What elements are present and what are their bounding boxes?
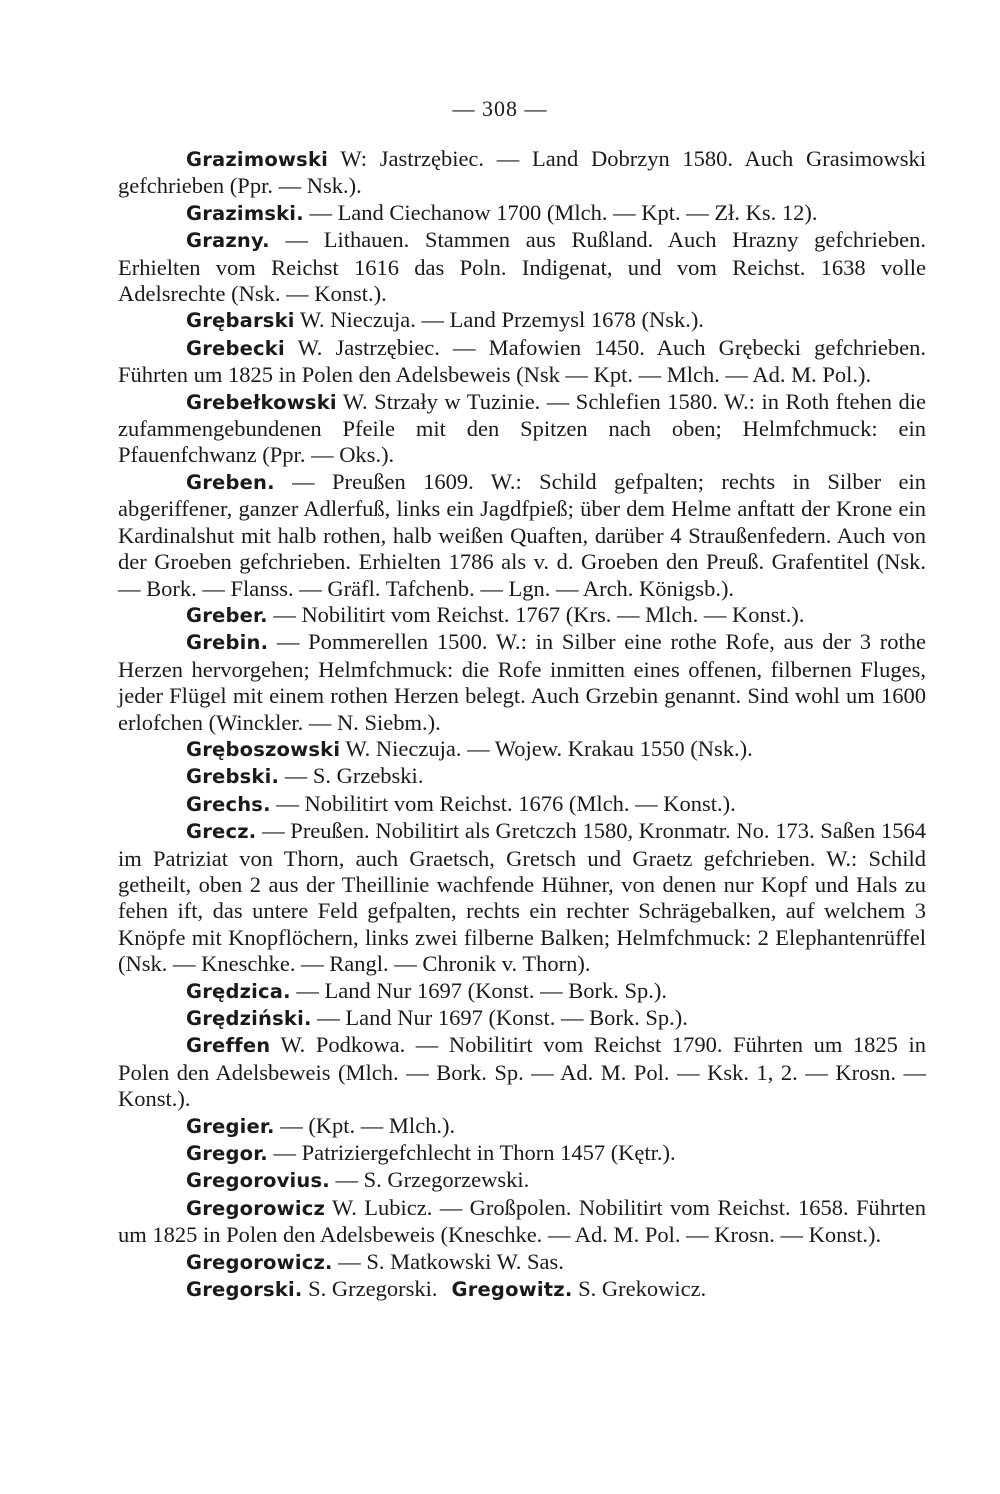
entry-text: — S. Matkowski W. Sas. (332, 1248, 564, 1274)
dictionary-entry (118, 335, 926, 389)
entry-text: W. Podkowa. — Nobilitirt vom Reichst 1790. Führten um 1825 in Polen den Adelsbeweis (Mlch. — Bork. Sp. — Ad. M. Pol. — Ksk. 1, 2. — Krosn. — Konst.). (118, 1032, 926, 1112)
entry-headword: Gręboszowski (186, 737, 341, 761)
dictionary-entry (118, 629, 926, 736)
entry-headword: Grebski. (186, 765, 280, 789)
entry-headword: Gregier. (186, 1114, 275, 1138)
entry-headword: Gregorowicz (186, 1196, 326, 1220)
dictionary-entry (118, 389, 926, 469)
dictionary-entry (118, 1113, 926, 1140)
dictionary-entry (118, 763, 926, 790)
entry-text: — Land Nur 1697 (Konst. — Bork. Sp.). (311, 1005, 688, 1030)
dictionary-entry (118, 736, 926, 763)
dictionary-entry (118, 791, 926, 818)
dictionary-entry (118, 1032, 926, 1112)
dictionary-entry (118, 1005, 926, 1032)
dictionary-entry (118, 469, 926, 602)
entry-headword: Grebecki (186, 336, 285, 360)
entry-text: — Pommerellen 1500. W.: in Silber eine rothe Rofe, aus der 3 rothe Herzen hervorgehen; Helmfchmuck: die Rofe inmitten eines offenen, filbernen Fluges, jeder Flügel mit einem rothen Herzen belegt. Auch Grzebin genannt. Sind wohl um 1600 erlofchen (Winckler. — N. Siebm.). (118, 629, 926, 735)
entry-headword: Gregowitz. (451, 1278, 573, 1302)
dictionary-entry (118, 200, 926, 227)
dictionary-entry (118, 307, 926, 334)
entry-headword: Grazimski. (186, 201, 304, 225)
dictionary-entry (118, 978, 926, 1005)
dictionary-entry (118, 1167, 926, 1194)
entry-text: — S. Grzegorzewski. (329, 1167, 530, 1193)
dictionary-entry (118, 602, 926, 629)
entry-text: W. Strzały w Tuzinie. — Schlefien 1580. W.: in Roth ftehen die zufammengebundenen Pfeile mit den Spitzen nach oben; Helmfchmuck: ein Pfauenfchwanz (Ppr. — Oks.). (118, 388, 926, 468)
entry-text: — Preußen 1609. W.: Schild gefpalten; rechts in Silber ein abgeriffener, ganzer Adlerfuß, links ein Jagdfpieß; über dem Helme anftatt der Krone ein Kardinalshut mit halb rothen, halb weißen Quaften, darüber 4 Straußenfedern. Auch von der Groeben gefchrieben. Erhielten 1786 als v. d. Groeben den Preuß. Grafentitel (Nsk. — Bork. — Flanss. — Gräfl. Tafchenb. — Lgn. — Arch. Königsb.). (118, 468, 926, 601)
entry-headword: Grębarski (186, 309, 295, 333)
entry-headword: Gregorovius. (186, 1169, 330, 1193)
entry-headword: Grazny. (186, 229, 270, 253)
dictionary-entry (118, 1140, 926, 1167)
dictionary-entry (118, 227, 926, 307)
entry-text: W. Lubicz. — Großpolen. Nobilitirt vom Reichst. 1658. Führten um 1825 in Polen den Adelsbeweis (Kneschke. — Ad. M. Pol. — Krosn. — Konst.). (118, 1194, 926, 1248)
entry-headword: Grędzica. (186, 979, 291, 1003)
entry-list (118, 146, 926, 1303)
entry-headword: Grebin. (186, 631, 269, 655)
entry-text: — Preußen. Nobilitirt als Gretczch 1580, Kronmatr. No. 173. Saßen 1564 im Patriziat von Thorn, auch Graetsch, Gretsch und Graetz gefchrieben. W.: Schild getheilt, oben 2 aus der Theillinie wachfende Hühner, von denen nur Kopf und Hals zu fehen ift, das untere Feld gefpalten, rechts ein rechter Schrägebalken, auf welchem 3 Knöpfe mit Knopflöchern, links zwei filberne Balken; Helmfchmuck: 2 Elephantenrüffel (Nsk. — Kneschke. — Rangl. — Chronik v. Thorn). (118, 818, 926, 977)
entry-text: W: Jastrzębiec. — Land Dobrzyn 1580. Auch Grasimowski gefchrieben (Ppr. — Nsk.). (118, 146, 926, 199)
entry-headword: Grechs. (186, 792, 271, 816)
dictionary-entry (118, 146, 926, 200)
entry-text: — Nobilitirt vom Reichst. 1676 (Mlch. — Konst.). (270, 790, 736, 816)
entry-text: — Lithauen. Stammen aus Rußland. Auch Hrazny gefchrieben. Erhielten vom Reichst 1616 das Poln. Indigenat, und vom Reichst. 1638 volle Adelsrechte (Nsk. — Konst.). (118, 227, 926, 307)
dictionary-entry-pair (118, 1276, 926, 1303)
entry-text: W. Nieczuja. — Land Przemysl 1678 (Nsk.). (294, 307, 704, 333)
entry-headword: Gregor. (186, 1142, 268, 1166)
entry-text: W. Jastrzębiec. — Mafowien 1450. Auch Grębecki gefchrieben. Führten um 1825 in Polen den Adelsbeweis (Nsk — Kpt. — Mlch. — Ad. M. Pol.). (118, 334, 926, 388)
entry-text: — Land Nur 1697 (Konst. — Bork. Sp.). (290, 977, 667, 1003)
page-number: — 308 — (452, 96, 548, 121)
entry-headword: Greffen (186, 1034, 271, 1058)
entry-text: S. Grzegorski. (302, 1276, 438, 1302)
entry-text: — Land Ciechanow 1700 (Mlch. — Kpt. — Zł. Ks. 12). (303, 199, 818, 225)
entry-headword: Grecz. (186, 820, 257, 844)
entry-headword: Gregorowicz. (186, 1250, 333, 1274)
dictionary-entry (118, 818, 926, 977)
dictionary-entry (118, 1195, 926, 1249)
entry-headword: Grazimowski (186, 148, 329, 171)
entry-headword: Grędziński. (186, 1007, 312, 1030)
entry-headword: Gregorski. (186, 1278, 303, 1302)
entry-headword: Greben. (186, 470, 275, 494)
entry-headword: Grebełkowski (186, 390, 337, 414)
entry-text: — Patriziergefchlecht in Thorn 1457 (Kętr.). (267, 1140, 676, 1166)
entry-text: W. Nieczuja. — Wojew. Krakau 1550 (Nsk.). (340, 735, 753, 761)
entry-text: S. Grekowicz. (572, 1276, 707, 1302)
entry-text: — Nobilitirt vom Reichst. 1767 (Krs. — Mlch. — Konst.). (267, 601, 805, 627)
dictionary-entry (118, 1249, 926, 1276)
entry-text: — S. Grzebski. (279, 763, 424, 789)
entry-text: — (Kpt. — Mlch.). (274, 1112, 456, 1138)
entry-headword: Greber. (186, 603, 268, 627)
